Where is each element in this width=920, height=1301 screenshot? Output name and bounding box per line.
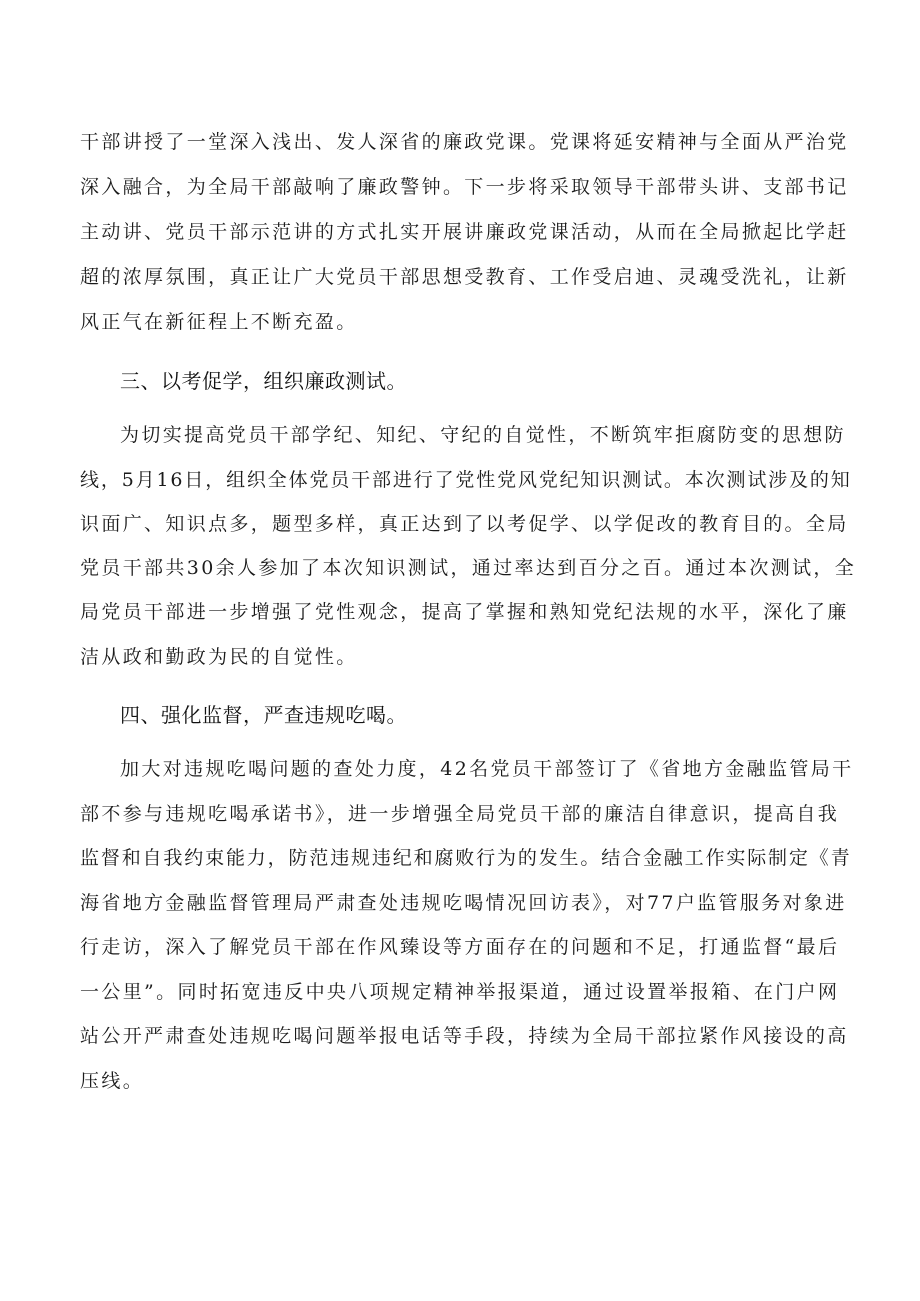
paragraph-line: 海省地方金融监督管理局严肃查处违规吃喝情况回访表》，对77户监管服务对象进 (80, 892, 847, 914)
paragraph-line: 局党员干部进一步增强了党性观念，提高了掌握和熟知党纪法规的水平，深化了廉 (80, 601, 849, 623)
paragraph-line: 党员干部共30余人参加了本次知识测试，通过率达到百分之百。通过本次测试，全 (80, 557, 857, 579)
paragraph-line: 干部讲授了一堂深入浅出、发人深省的廉政党课。党课将延安精神与全面从严治党 (80, 131, 849, 153)
paragraph-line: 站公开严肃查处违规吃喝问题举报电话等手段，持续为全局干部拉紧作风接设的高 (80, 1025, 849, 1047)
paragraph-line: 加大对违规吃喝问题的查处力度，42名党员干部签订了《省地方金融监管局干 (120, 758, 854, 780)
paragraph-line: 压线。 (80, 1070, 145, 1092)
section-heading-three: 三、以考促学，组织廉政测试。 (120, 369, 407, 393)
paragraph-line: 识面广、知识点多，题型多样，真正达到了以考促学、以学促改的教育目的。全局 (80, 513, 849, 535)
paragraph-line: 主动讲、党员干部示范讲的方式扎实开展讲廉政党课活动，从而在全局掀起比学赶 (80, 221, 849, 243)
paragraph-line: 洁从政和勤政为民的自觉性。 (80, 646, 358, 668)
paragraph-line: 部不参与违规吃喝承诺书》，进一步增强全局党员干部的廉洁自律意识，提高自我 (80, 803, 840, 825)
paragraph-line: 超的浓厚氛围，真正让广大党员干部思想受教育、工作受启迪、灵魂受洗礼，让新 (80, 266, 849, 288)
paragraph-line: 线，5月16日，组织全体党员干部进行了党性党风党纪知识测试。本次测试涉及的知 (80, 469, 852, 491)
paragraph-line: 深入融合，为全局干部敲响了廉政警钟。下一步将采取领导干部带头讲、支部书记 (80, 176, 849, 198)
paragraph-line: 为切实提高党员干部学纪、知纪、守纪的自觉性，不断筑牢拒腐防变的思想防 (120, 424, 846, 446)
paragraph-line: 监督和自我约束能力，防范违规违纪和腐败行为的发生。结合金融工作实际制定《青 (80, 847, 852, 869)
section-heading-four: 四、强化监督，严查违规吃喝。 (120, 703, 407, 727)
paragraph-line: 行走访，深入了解党员干部在作风臻设等方面存在的问题和不足，打通监督“最后 (80, 936, 840, 958)
paragraph-line: 一公里”。同时拓宽违反中央八项规定精神举报渠道，通过设置举报箱、在门户网 (80, 981, 840, 1003)
paragraph-line: 风正气在新征程上不断充盈。 (80, 311, 358, 333)
